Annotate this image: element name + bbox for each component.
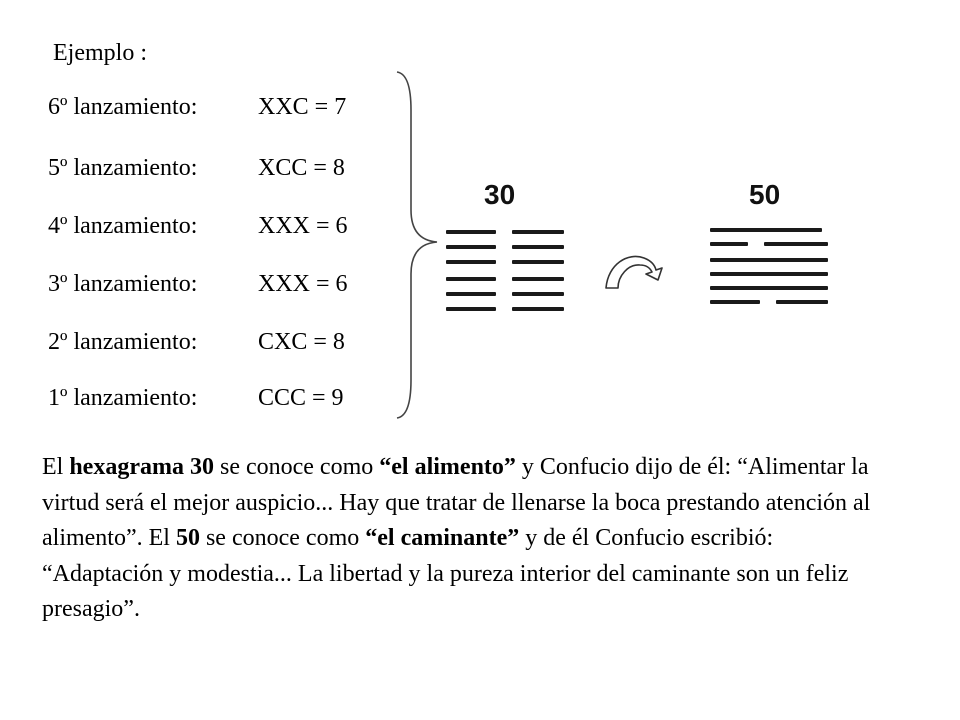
- text-run: y Confucio dijo de él: “Alimentar la virtud será el mejor auspicio... Hay que tratar de llenarse la boca prestando atención al alimento”. El: [42, 454, 871, 551]
- example-title: Ejemplo :: [53, 40, 147, 66]
- throw-value: CXC = 8: [258, 329, 345, 355]
- bold-run: “el alimento”: [379, 454, 516, 480]
- throw-label: 1º lanzamiento:: [48, 385, 198, 411]
- throw-label: 5º lanzamiento:: [48, 155, 198, 181]
- throw-label: 6º lanzamiento:: [48, 94, 198, 120]
- hexagram-line: [444, 260, 566, 264]
- bold-run: 50: [175, 525, 200, 551]
- hexagram-line: [708, 258, 830, 262]
- hexagram-30-number: 30: [484, 179, 516, 210]
- text-run: y de él Confucio escribió: “Adaptación y modestia... La libertad y la pureza interior del caminante son un feliz presagio”.: [42, 525, 849, 622]
- hexagram-line: [444, 230, 566, 234]
- bold-run: “el caminante”: [365, 525, 520, 551]
- text-run: se conoce como: [199, 525, 366, 551]
- brace-icon: [395, 70, 440, 420]
- hexagram-50-number: 50: [749, 179, 781, 210]
- hexagram-line: [708, 300, 830, 304]
- throw-value: XXX = 6: [258, 213, 348, 239]
- throw-value: CCC = 9: [258, 385, 344, 411]
- throw-label: 3º lanzamiento:: [48, 271, 198, 297]
- throw-value: XCC = 8: [258, 155, 345, 181]
- bold-run: hexagrama 30: [69, 454, 214, 480]
- hexagram-line: [708, 272, 830, 276]
- throw-value: XXC = 7: [258, 94, 347, 120]
- hexagram-line: [708, 242, 830, 246]
- transform-arrow-icon: [602, 250, 674, 292]
- hexagram-line: [444, 277, 566, 281]
- hexagram-line: [444, 245, 566, 249]
- throw-label: 4º lanzamiento:: [48, 213, 198, 239]
- hexagram-line: [708, 286, 830, 290]
- text-run: El: [42, 454, 70, 480]
- hexagram-line: [444, 292, 566, 296]
- description-paragraph: [42, 450, 884, 628]
- throw-label: 2º lanzamiento:: [48, 329, 198, 355]
- hexagram-line: [708, 228, 830, 232]
- hexagram-line: [444, 307, 566, 311]
- text-run: se conoce como: [213, 454, 380, 480]
- throw-value: XXX = 6: [258, 271, 348, 297]
